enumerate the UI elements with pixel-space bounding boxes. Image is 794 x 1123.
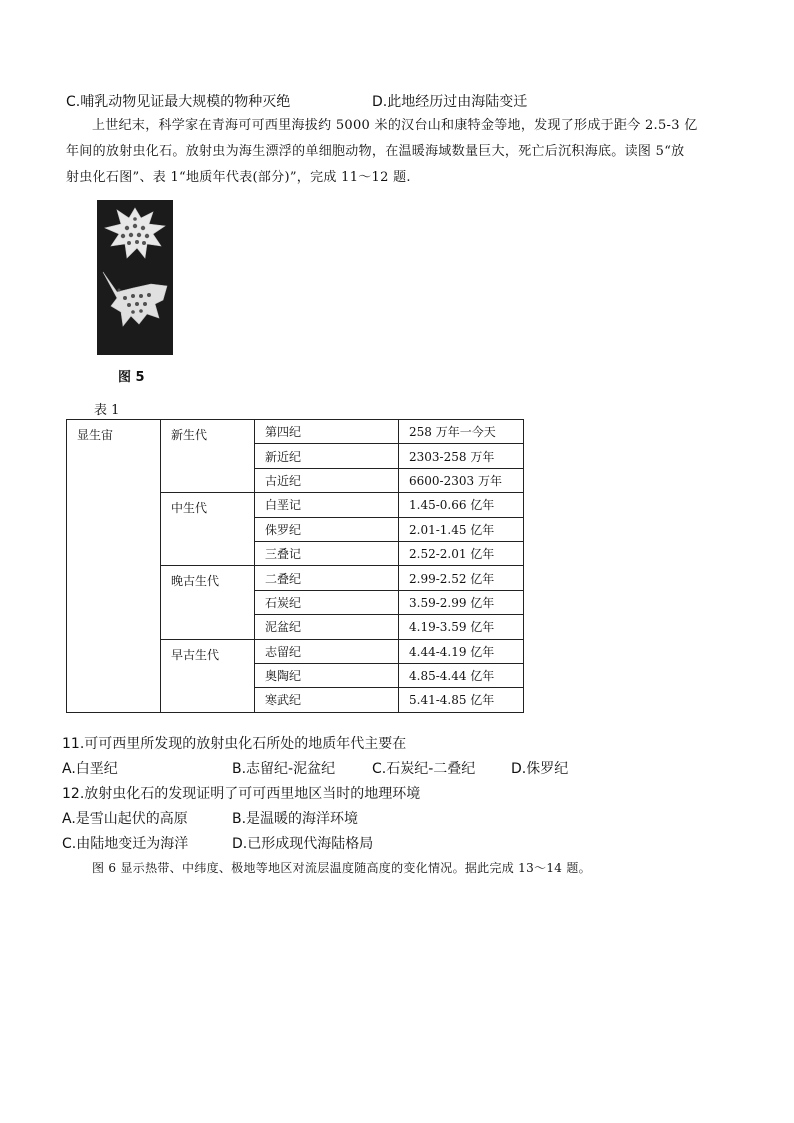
question-11-option-d: D.侏罗纪 (511, 761, 569, 777)
question-12-option-a: A.是雪山起伏的高原 (62, 811, 188, 827)
period-cell: 二叠纪 (255, 566, 399, 590)
question-11-option-a: A.白垩纪 (62, 761, 118, 777)
question-12-option-d: D.已形成现代海陆格局 (232, 836, 374, 852)
intro-line-3: 射虫化石图”、表 1“地质年代表(部分)”，完成 11～12 题. (66, 170, 411, 185)
range-cell: 4.44-4.19 亿年 (399, 639, 524, 663)
range-cell: 4.19-3.59 亿年 (399, 615, 524, 639)
period-cell: 侏罗纪 (255, 517, 399, 541)
radiolarian-fossil-image (97, 200, 173, 355)
era-cell: 晚古生代 (161, 566, 255, 639)
period-cell: 志留纪 (255, 639, 399, 663)
intro-line-1: 上世纪末，科学家在青海可可西里海拔约 5000 米的汉台山和康特金等地，发现了形成于距今 2.5-3 亿 (92, 118, 698, 133)
question-11-option-c: C.石炭纪-二叠纪 (372, 761, 476, 777)
question-12-option-c: C.由陆地变迁为海洋 (62, 836, 189, 852)
range-cell: 2303-258 万年 (399, 444, 524, 468)
range-cell: 4.85-4.44 亿年 (399, 663, 524, 687)
period-cell: 新近纪 (255, 444, 399, 468)
period-cell: 三叠记 (255, 541, 399, 565)
question-11-stem: 11.可可西里所发现的放射虫化石所处的地质年代主要在 (62, 736, 407, 752)
range-cell: 258 万年一今天 (399, 420, 524, 444)
era-cell: 新生代 (161, 420, 255, 493)
period-cell: 奥陶纪 (255, 663, 399, 687)
range-cell: 6600-2303 万年 (399, 468, 524, 492)
period-cell: 寒武纪 (255, 688, 399, 712)
era-cell: 中生代 (161, 493, 255, 566)
radiolarian-fossil-figure (97, 200, 173, 355)
next-intro: 图 6 显示热带、中纬度、极地等地区对流层温度随高度的变化情况。据此完成 13～14 题。 (92, 861, 591, 875)
eon-cell: 显生宙 (67, 420, 161, 713)
question-11-option-b: B.志留纪-泥盆纪 (232, 761, 336, 777)
table-caption: 表 1 (94, 403, 120, 418)
range-cell: 2.52-2.01 亿年 (399, 541, 524, 565)
period-cell: 泥盆纪 (255, 615, 399, 639)
question-12-option-b: B.是温暖的海洋环境 (232, 811, 359, 827)
question-12-stem: 12.放射虫化石的发现证明了可可西里地区当时的地理环境 (62, 786, 421, 802)
range-cell: 2.99-2.52 亿年 (399, 566, 524, 590)
range-cell: 2.01-1.45 亿年 (399, 517, 524, 541)
period-cell: 第四纪 (255, 420, 399, 444)
era-cell: 早古生代 (161, 639, 255, 712)
range-cell: 1.45-0.66 亿年 (399, 493, 524, 517)
intro-line-2: 年间的放射虫化石。放射虫为海生漂浮的单细胞动物，在温暖海域数量巨大，死亡后沉积海底。读图 5“放 (66, 144, 685, 159)
range-cell: 3.59-2.99 亿年 (399, 590, 524, 614)
geologic-time-table (66, 419, 524, 713)
period-cell: 古近纪 (255, 468, 399, 492)
range-cell: 5.41-4.85 亿年 (399, 688, 524, 712)
figure-caption: 图 5 (118, 370, 145, 385)
period-cell: 白垩记 (255, 493, 399, 517)
option-c-prev: C.哺乳动物见证最大规模的物种灭绝 (66, 94, 291, 110)
table-row (67, 420, 524, 444)
option-d-prev: D.此地经历过由海陆变迁 (372, 94, 528, 110)
period-cell: 石炭纪 (255, 590, 399, 614)
